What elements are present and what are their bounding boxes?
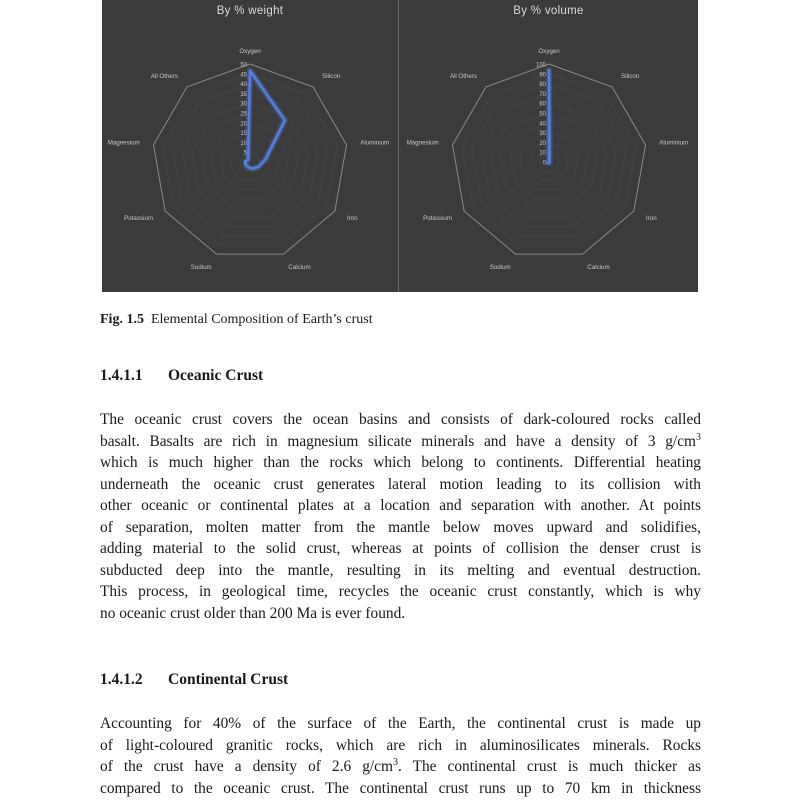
radar-tick-label: 20 [539,140,546,147]
text-segment: basalt. Basalts are rich in magnesium silicate minerals and have a density of 3 g/cm [100,432,696,450]
chart-title-weight: By % weight [216,5,284,17]
text-line: Accounting for 40% of the surface of the Earth, the continental crust is made up [100,715,701,732]
radar-category-label: Calcium [288,264,311,272]
paragraph-continental [100,713,701,799]
radar-tick-label: 30 [240,101,247,108]
radar-tick-label: 50 [240,62,247,69]
radar-tick-label: 20 [240,121,247,128]
radar-tick-label: 10 [240,140,247,147]
text-line: underneath the oceanic crust generates lateral motion leading to its collision with [100,475,701,493]
text-line: This process, in geological time, recycles the oceanic crust constantly, which is why [100,583,701,600]
caption-text: Elemental Composition of Earth’s crust [150,312,373,327]
radar-tick-label: 35 [240,91,247,98]
figure-chart-area [102,0,698,292]
radar-category-label: Iron [646,215,657,222]
section-heading-oceanic [100,367,263,385]
radar-chart-volume [399,0,698,292]
radar-category-label: All Others [150,73,178,81]
radar-tick-label: 5 [243,150,247,157]
chart-title-volume: By % volume [513,5,584,17]
radar-category-label: Magnesium [406,139,439,147]
radar-tick-label: 30 [539,131,546,138]
text-line: adding material to the solid crust, whereas at points of collision the denser crust is [100,540,701,557]
paragraph-oceanic [100,409,701,624]
radar-category-label: Potassium [423,215,452,222]
radar-panel-volume [399,0,698,292]
superscript: 3 [392,756,398,768]
section-title: Continental Crust [168,671,289,688]
radar-tick-label: 80 [539,82,546,89]
text-line [100,431,701,453]
text-line: other oceanic or continental plates at a location and separation with another. At points [100,497,701,514]
text-line: The oceanic crust covers the ocean basins and consists of dark-coloured rocks called [100,411,701,428]
text-segment: of the crust have a density of 2.6 g/cm [100,758,393,775]
radar-tick-label: 50 [539,111,546,118]
radar-tick-label: 100 [535,62,546,69]
radar-series-line [548,70,550,163]
radar-category-label: Aluminium [360,139,390,147]
radar-tick-label: 70 [539,91,546,98]
caption-label: Fig. 1.5 [100,312,144,327]
text-segment: . The continental crust is much thicker as [397,758,701,775]
radar-category-label: Potassium [124,215,153,222]
radar-panel-weight [102,0,398,292]
radar-category-label: Iron [347,215,358,222]
section-number: 1.4.1.2 [100,671,143,688]
radar-tick-label: 60 [539,101,546,108]
radar-category-label: Silicon [621,73,640,81]
text-line: no oceanic crust older than 200 Ma is ever found. [100,604,406,622]
radar-category-label: Oxygen [239,48,261,55]
text-line: subducted deep into the mantle, resulting in its melting and eventual destruction. [100,561,701,579]
superscript: 3 [696,431,701,443]
text-line [100,756,701,778]
radar-tick-label: 25 [240,111,247,118]
radar-chart-weight [102,0,398,292]
section-heading-continental [100,671,288,689]
radar-tick-label: 10 [539,150,546,157]
section-number: 1.4.1.1 [100,367,143,384]
radar-category-label: Sodium [190,264,212,272]
radar-category-label: Sodium [489,264,511,272]
text-line: of light-coloured granitic rocks, which are rich in aluminosilicates minerals. Rocks [100,736,701,754]
radar-category-label: All Others [449,73,477,81]
radar-tick-label: 90 [539,72,546,79]
radar-tick-label: 40 [240,82,247,89]
section-title: Oceanic Crust [168,367,264,384]
radar-category-label: Silicon [322,73,341,81]
radar-category-label: Aluminium [659,139,689,147]
text-line: which is much higher than the rocks which belong to continents. Differential heating [100,454,701,471]
radar-tick-label: 15 [240,131,247,138]
radar-category-label: Magnesium [107,139,140,147]
figure-caption [100,312,373,328]
radar-tick-label: 40 [539,121,546,128]
radar-category-label: Oxygen [538,48,560,55]
radar-tick-label: 45 [240,72,247,79]
radar-category-label: Calcium [587,264,610,272]
text-line: of separation, molten matter from the mantle below moves upward and solidifies, [100,518,701,536]
radar-tick-label: 0 [542,160,546,167]
radar-tick-label: 0 [243,160,247,167]
text-line: compared to the oceanic crust. The continental crust runs up to 70 km in thickness [100,779,701,797]
